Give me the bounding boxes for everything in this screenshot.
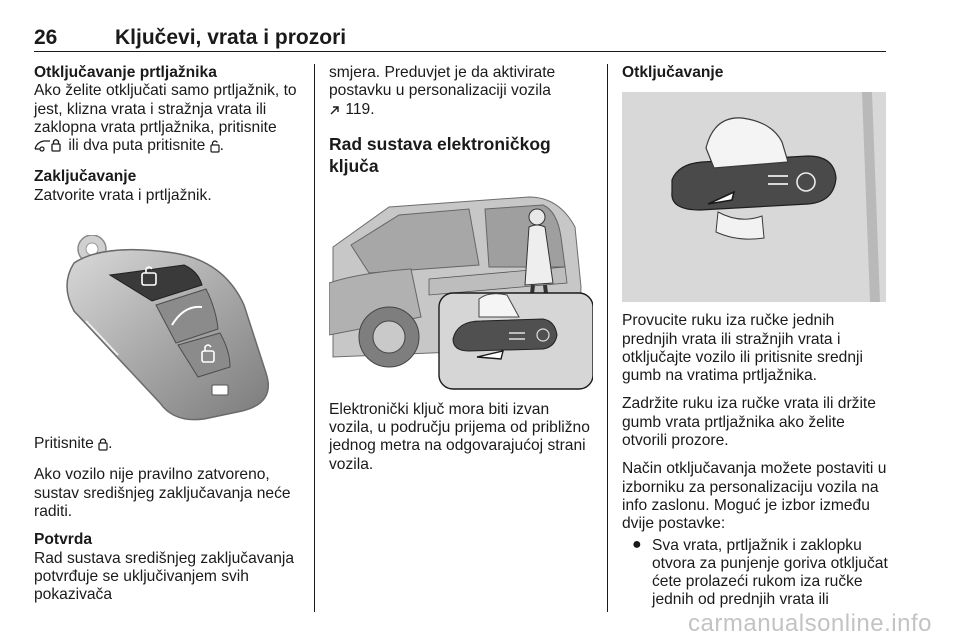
column-left	[34, 64, 302, 604]
paragraph-confirmation: Rad sustava središnjeg zaključavanja potvrđuje se uključivanjem svih pokazivača	[34, 549, 295, 604]
chapter-title: Ključevi, vrata i prozori	[115, 26, 347, 49]
section-heading-confirmation: Potvrda	[34, 531, 93, 549]
paragraph-turn-signal: smjera. Preduvjet je da aktivirate postavku u personalizaciji vozila	[329, 64, 556, 100]
site-watermark: carmanualsonline.info	[688, 610, 932, 637]
paragraph-electronic-key: Elektronički ključ mora biti izvan vozila, u području prijema od približno jednog metra na odgovarajućoj strani vozila.	[329, 400, 590, 473]
page-header	[34, 26, 886, 52]
section-heading-locking: Zaključavanje	[34, 168, 137, 186]
paragraph-not-closed: Ako vozilo nije pravilno zatvoreno, sustav središnjeg zaključavanja neće raditi.	[34, 466, 291, 520]
paragraph-trunk-unlock: Ako želite otključati samo prtljažnik, to jest, klizna vrata i stražnja vrata ili zaklopna vrata prtljažnika, pritisnite ili dva puta pritisnite .	[34, 82, 302, 158]
section-heading-electronic-key: Rad sustava elektroničkog ključa	[329, 133, 551, 176]
bullet-icon: ●	[632, 535, 642, 553]
column-middle	[329, 64, 597, 474]
paragraph-unlock-mode: Način otključavanja možete postaviti u izborniku za personalizaciju vozila na info zaslonu. Moguć je izbor između dvije postavke:	[622, 460, 887, 533]
section-heading-unlocking: Otključavanje	[622, 64, 724, 81]
paragraph-open-windows: Zadržite ruku iza ručke vrata ili držite gumb vrata prtljažnika ako želite otvorili prozore.	[622, 395, 876, 450]
list-item: ● Sva vrata, prtljažnik i zaklopku otvora za punjenje goriva otključat ćete prolazeći rukom iza ručke jednih od prednjih vrata ili	[632, 535, 888, 609]
page-number: 26	[34, 26, 58, 49]
lock-icon	[98, 437, 108, 456]
car-trunk-lock-icon	[34, 137, 64, 158]
page-reference-arrow-icon	[329, 103, 341, 122]
column-divider	[607, 64, 608, 612]
page-reference: 119.	[329, 101, 597, 122]
vehicle-electronic-key-illustration	[329, 187, 593, 391]
column-divider	[314, 64, 315, 612]
key-fob-illustration	[34, 235, 302, 425]
paragraph-locking: Zatvorite vrata i prtljažnik.	[34, 186, 212, 204]
paragraph-press-lock: Pritisnite .	[34, 435, 302, 456]
column-right	[622, 64, 890, 610]
paragraph-unlock-handle: Provucite ruku iza ručke jednih prednjih vrata ili stražnjih vrata i otključajte vozilo ili pritisnite srednji gumb na vratima prtljažnika.	[622, 312, 863, 385]
section-heading-trunk-unlock: Otključavanje prtljažnika	[34, 64, 217, 81]
lock-icon	[210, 139, 220, 158]
door-handle-unlock-illustration	[622, 92, 886, 302]
unlock-options-list	[622, 537, 890, 610]
